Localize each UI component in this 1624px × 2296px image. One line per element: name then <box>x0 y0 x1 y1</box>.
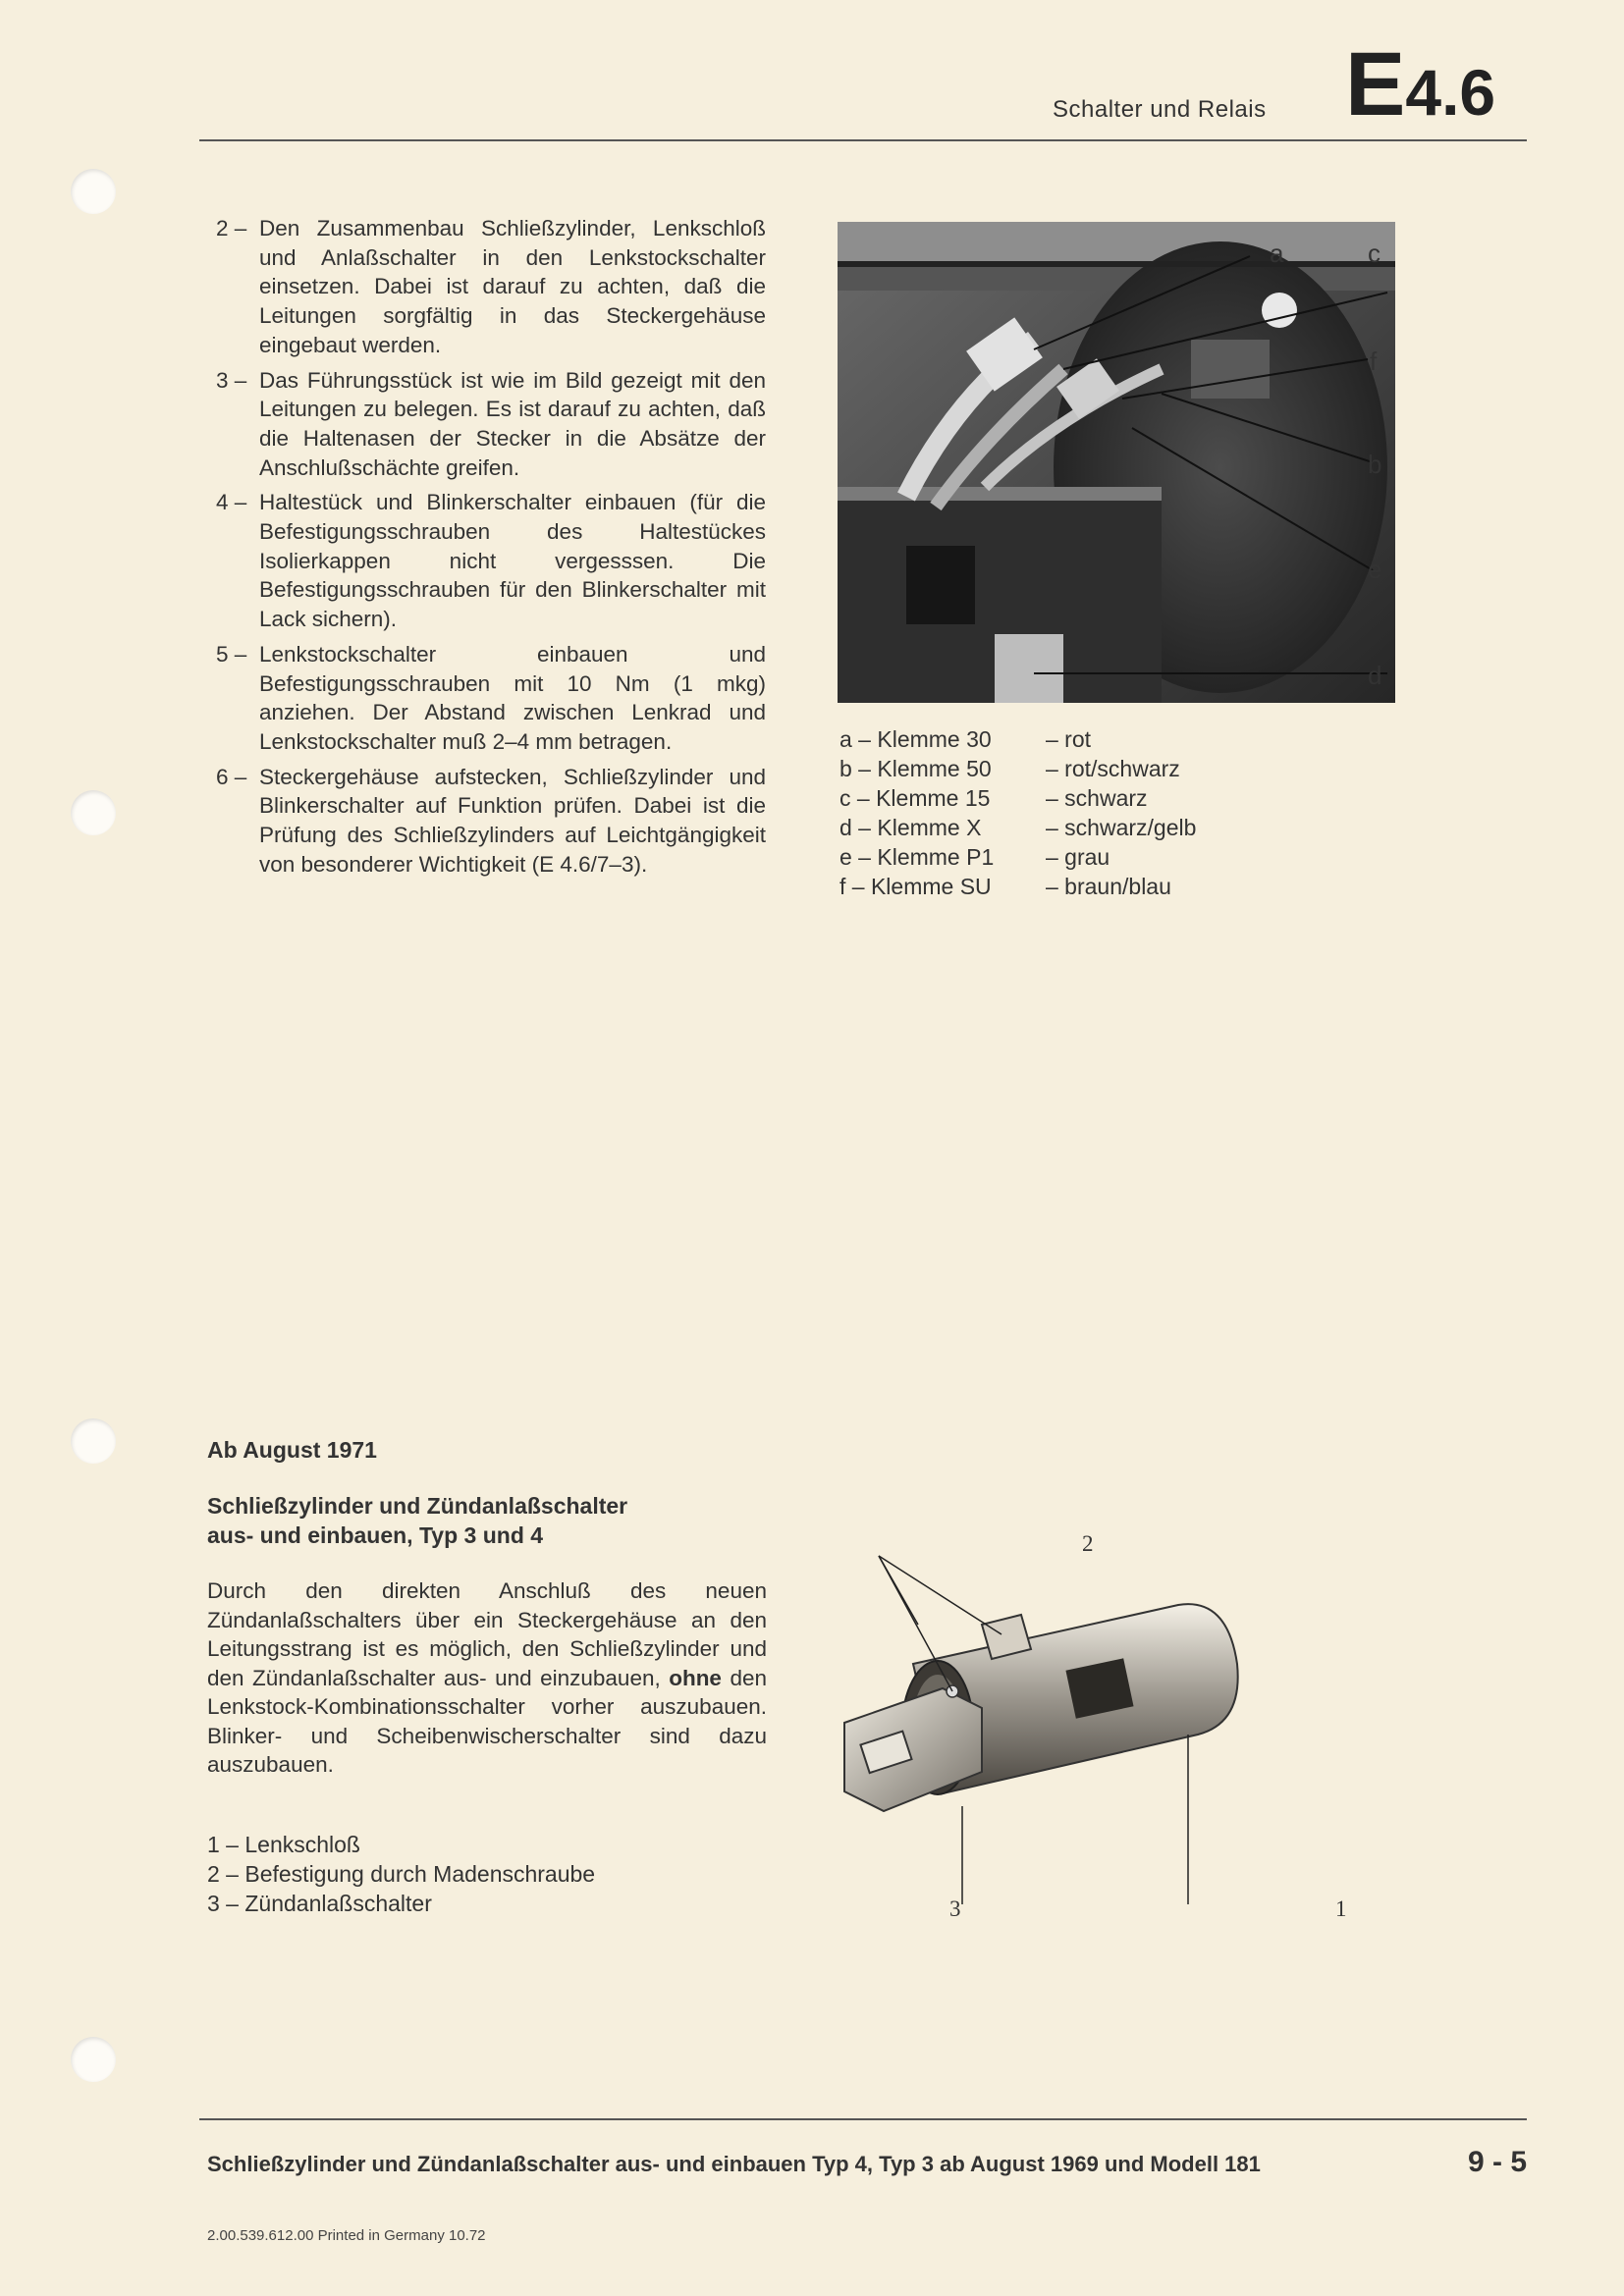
photo-label-a: a <box>1270 239 1284 268</box>
figure-label-3: 3 <box>949 1896 961 1921</box>
step-item: 2 – Den Zusammenbau Schließzylinder, Lenkschloß und Anlaßschalter in den Lenkstockschalter einsetzen. Dabei ist darauf zu achten, daß die Leitungen sorgfältig in das Steckergehäuse eingebaut werden. <box>216 216 766 357</box>
parts-list <box>207 1830 595 1918</box>
emphasis-word: ohne <box>669 1665 722 1690</box>
footer-title: Schließzylinder und Zündanlaßschalter aus- und einbauen Typ 4, Typ 3 ab August 1969 und Modell 181 <box>207 2152 1261 2176</box>
step-item: 5 – Lenkstockschalter einbauen und Befestigungsschrauben mit 10 Nm (1 mkg) anziehen. Der Abstand zwischen Lenkrad und Lenkstockschalter muß 2–4 mm betragen. <box>216 641 766 754</box>
photo-label-f: f <box>1370 347 1378 376</box>
figure-label-2: 2 <box>1082 1531 1094 1556</box>
photo-label-c: c <box>1368 239 1380 268</box>
section2-date-heading: Ab August 1971 <box>207 1437 377 1463</box>
section-code-letter: E <box>1345 34 1406 134</box>
parts-list-item: 1 – Lenkschloß <box>207 1832 360 1857</box>
header-rule <box>199 139 1527 141</box>
lock-cylinder-figure <box>835 1526 1424 1939</box>
punch-hole <box>71 169 116 214</box>
punch-hole <box>71 790 116 835</box>
lock-cylinder-illustration <box>835 1526 1424 1939</box>
wiring-photo <box>838 222 1395 703</box>
section2-paragraph: Durch den direkten Anschluß des neuen Zündanlaßschalters über ein Steckergehäuse an den Leitungsstrang ist es möglich, den Schließzylinder und den Zündanlaßschalter aus- und einzubauen, ohne den Lenkstock-Kombinationsschalter vorher auszubauen. Blinker- und Scheibenwischerschalter sind dazu auszubauen. <box>207 1578 767 1777</box>
page-number: 9 - 5 <box>1468 2146 1528 2178</box>
print-info: 2.00.539.612.00 Printed in Germany 10.72 <box>207 2227 486 2244</box>
section-code-number: 4.6 <box>1405 56 1496 129</box>
step-item: 3 – Das Führungsstück ist wie im Bild gezeigt mit den Leitungen zu belegen. Es ist darauf zu achten, daß die Haltenasen der Stecker in die Absätze der Anschlußschächte greifen. <box>216 367 766 480</box>
footer-rule <box>199 2118 1527 2120</box>
section-title: Schalter und Relais <box>1053 96 1267 123</box>
step-item: 4 – Haltestück und Blinkerschalter einbauen (für die Befestigungsschrauben des Haltestückes Isolierkappen nicht vergesssen. Die Befestigungsschrauben für den Blinkerschalter mit Lack sichern). <box>216 490 766 632</box>
section2-heading-line1: Schließzylinder und Zündanlaßschalter <box>207 1493 628 1519</box>
punch-hole <box>71 2037 116 2082</box>
section2-heading-line2: aus- und einbauen, Typ 3 und 4 <box>207 1522 544 1548</box>
punch-hole <box>71 1418 116 1464</box>
step-item: 6 – Steckergehäuse aufstecken, Schließzylinder und Blinkerschalter auf Funktion prüfen. Dabei ist die Prüfung des Schließzylinders auf Leichtgängigkeit von besonderer Wichtigkeit (E 4.6/7–3). <box>216 764 766 877</box>
instruction-steps <box>216 214 766 884</box>
photo-label-b: b <box>1368 450 1382 479</box>
photo-label-e: e <box>1368 555 1382 584</box>
parts-list-item: 2 – Befestigung durch Madenschraube <box>207 1861 596 1887</box>
figure-label-1: 1 <box>1335 1896 1347 1921</box>
parts-list-item: 3 – Zündanlaßschalter <box>207 1891 432 1916</box>
wiring-photo-illustration <box>838 222 1395 703</box>
section-code <box>1345 34 1496 134</box>
photo-label-d: d <box>1368 661 1382 690</box>
